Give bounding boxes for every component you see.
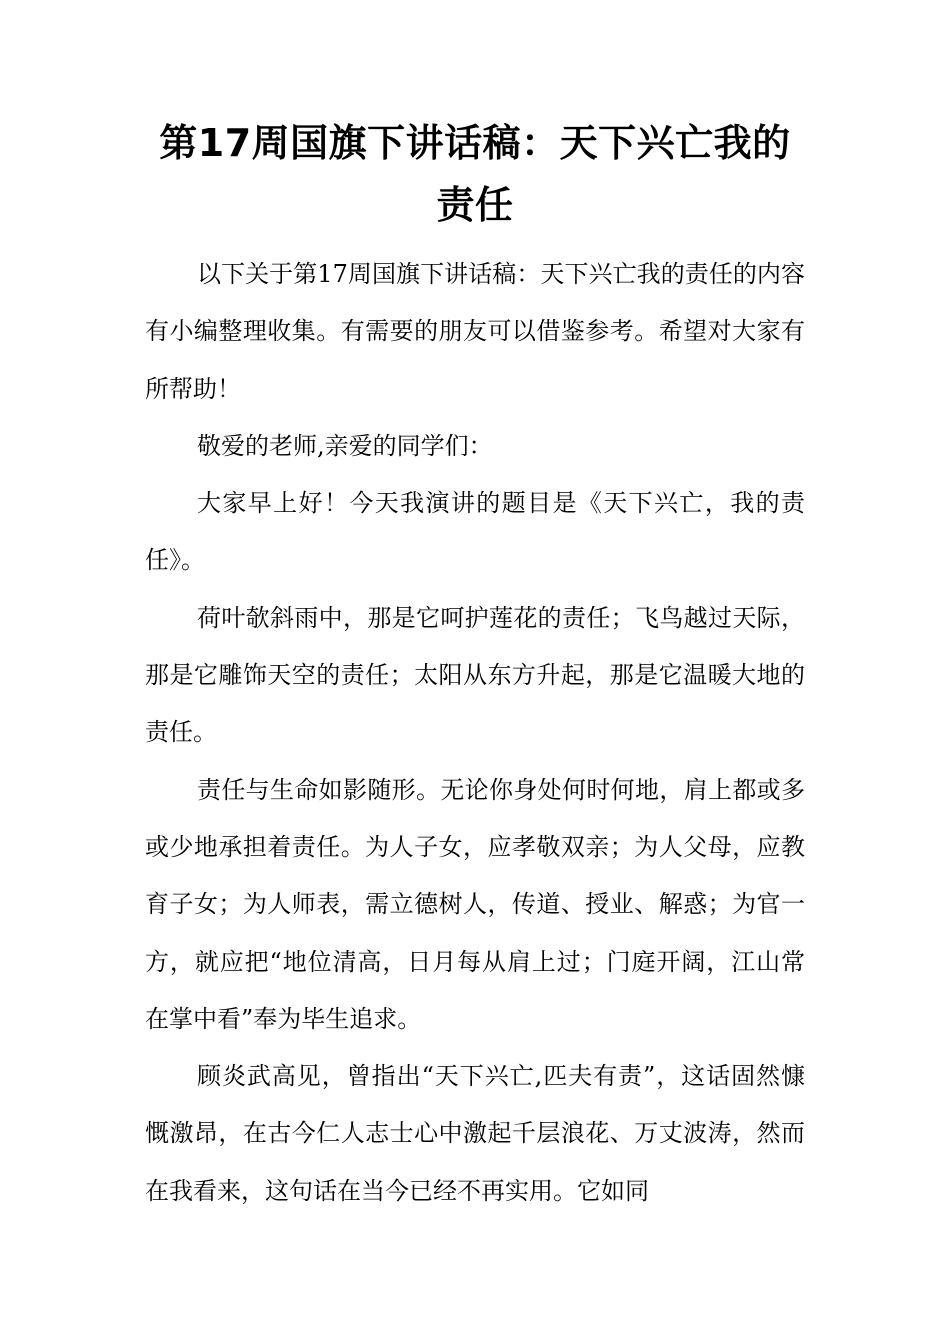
paragraph-responsibility: 责任与生命如影随形。无论你身处何时何地，肩上都或多或少地承担着责任。为人子女，应孝敬双亲；为人父母，应教育子女；为人师表，需立德树人，传道、授业、解惑；为官一方，就应把“地位清高，日月每从肩上过；门庭开阔，江山常在掌中看”奉为毕生追求。 bbox=[145, 775, 805, 1033]
document-body bbox=[145, 246, 805, 1220]
paragraph-salutation: 敬爱的老师,亲爱的同学们： bbox=[197, 431, 493, 460]
document-title: 第17周国旗下讲话稿：天下兴亡我的责任 bbox=[159, 121, 791, 227]
paragraph-intro: 以下关于第17周国旗下讲话稿：天下兴亡我的责任的内容有小编整理收集。有需要的朋友可以借鉴参考。希望对大家有所帮助！ bbox=[145, 260, 805, 403]
paragraph-lotus: 荷叶欹斜雨中，那是它呵护莲花的责任；飞鸟越过天际，那是它雕饰天空的责任；太阳从东方升起，那是它温暖大地的责任。 bbox=[145, 603, 805, 747]
paragraph-gu-yanwu: 顾炎武高见，曾指出“天下兴亡,匹夫有责”，这话固然慷慨激昂，在古今仁人志士心中激起千层浪花、万丈波涛，然而在我看来，这句话在当今已经不再实用。它如同 bbox=[145, 1062, 805, 1205]
paragraph-greeting: 大家早上好！今天我演讲的题目是《天下兴亡，我的责任》。 bbox=[145, 489, 805, 575]
